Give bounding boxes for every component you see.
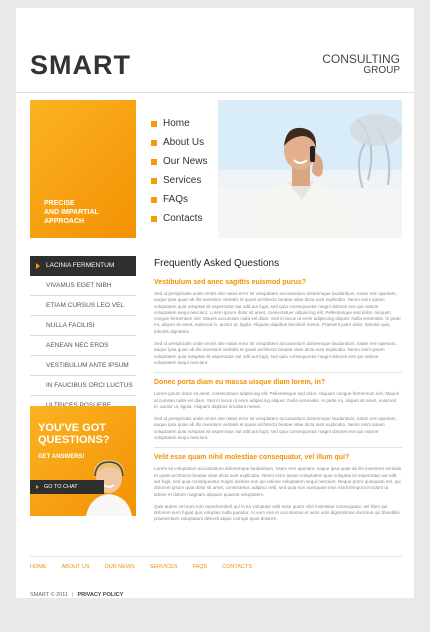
slogan-line-3: APPROACH [44,218,85,225]
side-menu-item-active[interactable] [30,256,136,276]
promo-title [38,422,110,446]
promo-title-line-1: YOU'VE GOT [38,422,107,434]
footer-link-services[interactable]: SERVICES [149,564,178,570]
chat-button-label: GO TO CHAT [44,484,78,490]
footer-navigation [30,564,267,570]
nav-item-label: FAQs [163,194,189,205]
page-title: Frequently Asked Questions [154,258,280,269]
nav-item-our-news[interactable] [151,152,207,171]
footer-divider [30,556,402,557]
bullet-icon [151,140,157,146]
side-menu-item[interactable] [30,356,136,376]
faq-divider [154,447,402,448]
faq-answer-paragraph: Sed ut perspiciatis unde omnis iste natus error sit voluptatem accusantium doloremque laudantium, totam rem aperiam, eaque ipsa quae ab illo inventore veritatis et quasi architecto beatae vitae dicta sunt explicabo. Nemo enim ipsam voluptatem quia voluptas sit aspernatur aut odit aut fugit, sed quia consequuntur magni dolores eos qui ratione voluptatem sequi nesciunt. [154,416,397,441]
nav-item-label: Our News [163,156,208,167]
faq-question[interactable]: Velit esse quam nihil molestiae consequatur, vel illum qui? [154,454,350,462]
nav-item-about-us[interactable] [151,133,207,152]
arrow-right-icon [36,263,40,269]
bullet-icon [151,159,157,165]
side-menu-label: VIVAMUS EGET NIBH [46,282,112,289]
hero-slogan-block [30,100,136,238]
slogan-line-2: AND IMPARTIAL [44,209,99,216]
arrow-right-icon [36,485,39,489]
go-to-chat-button[interactable] [30,480,104,494]
faq-question[interactable]: Donec porta diam eu massa uisque diam lorem, in? [154,379,326,387]
side-menu-label: VESTIBULUM ANTE IPSUM [46,362,129,369]
nav-item-home[interactable] [151,114,207,133]
copyright-separator: | [72,592,74,598]
footer-link-faqs[interactable]: FAQS [192,564,208,570]
copyright-text: SMART © 2011 [30,592,68,598]
header-divider [16,92,414,93]
side-menu-label: ETIAM CURSUS LEO VEL [46,302,125,309]
site-logo[interactable]: SMART [30,50,131,80]
promo-title-line-2: QUESTIONS? [38,434,110,446]
faq-divider [154,372,402,373]
side-menu [30,256,136,416]
footer-link-home[interactable]: HOME [30,564,47,570]
faq-answer-paragraph: Sed ut perspiciatis unde omnis iste natus error sit voluptatem accusantium doloremque laudantium, totam rem aperiam, eaque ipsa quae ab illo inventore veritatis et quasi architecto beatae vitae dicta sunt explicabo. Nemo enim ipsam voluptatem quia voluptas sit aspernatur aut odit aut fugit, sed quia consequuntur magni dolores eos qui ratione voluptatem sequi nesciunt. [154,341,397,365]
faq-answer-paragraph: Quis autem vel eum iure reprehenderit qui in ea voluptate velit esse quam nihil molestiae consequatur, vel illum qui dolorem eum fugiat quo voluptas nulla pariatur. At vero eos et accusamus et iusto odio dignissimos ducimus qui blanditiis praesentium voluptatum deleniti atque corrupti quos dolores. [154,503,400,522]
side-menu-item[interactable] [30,316,136,336]
side-menu-label: NULLA FACILISI [46,322,95,329]
nav-item-label: Contacts [163,213,203,224]
tagline-line-1: CONSULTING [322,52,400,66]
nav-item-faqs[interactable] [151,190,207,209]
bullet-icon [151,197,157,203]
hero-slogan [44,199,99,226]
hero-photo [218,100,402,238]
nav-item-label: Services [163,175,202,186]
nav-item-label: About Us [163,137,205,148]
footer-link-contacts[interactable]: CONTACTS [222,564,252,570]
nav-item-services[interactable] [151,171,207,190]
faq-answer-paragraph: Sed ut perspiciatis unde omnis iste natus error sit voluptatem accusantium doloremque laudantium, totam rem aperiam, eaque ipsa quae ab illo inventore veritatis et quasi architecto beatae vitae dicta sunt explicabo. Nemo enim ipsam voluptatem quia voluptas sit aspernatur aut odit aut fugit, sed quia consequuntur magni dolores eos qui ratione voluptatem sequi nesciunt. Lorem ipsum dolor sit amet, consectetuer adipiscing elit. Pellentesque sed dolor. Aliquam congue fermentum nisl. Mauris accumsan nulla vel diam. Sed in lacus ut enim adipiscing aliquet. Nulla venenatis. In pede mi, aliquet sit amet, euismod in, auctor ut, ligula. Aliquam dapibus tincidunt metus. Praesent justo dolor, lobortis quis, lobortis dignissim. [154,291,401,334]
privacy-policy-link[interactable]: PRIVACY POLICY [77,592,124,598]
side-menu-label: IN FAUCIBUS ORCI LUCTUS [46,382,133,389]
smiling-man-on-phone-icon [218,100,402,238]
bullet-icon [151,216,157,222]
side-menu-item[interactable] [30,376,136,396]
copyright-bar [30,592,123,598]
side-menu-item[interactable] [30,296,136,316]
faq-answer-paragraph: Lorem sit voluptatem accusantium doloremque laudantium, totam rem aperiam, eaque ipsa quae ab illo inventore veritatis et quasi architecto beatae vitae dicta sunt explicabo. Nemo enim ipsam voluptatem quia voluptas sit aspernatur aut odit aut fugit, sed quia consequuntur magni dolores eos qui ratione voluptatem sequi nesciunt. Neque porro quisquam est, qui dolorem ipsum quia dolor sit amet, consectetur, adipisci velit, sed quia non numquam eius modi tempora incidunt ut labore et dolore magnam aliquam quaerat voluptatem. [154,466,402,497]
side-menu-label: LACINIA FERMENTUM [46,262,115,269]
faq-promo-banner[interactable] [30,406,136,516]
main-navigation [151,114,207,228]
bullet-icon [151,121,157,127]
side-menu-item[interactable] [30,336,136,356]
page-container [16,8,414,598]
bullet-icon [151,178,157,184]
side-menu-label: AENEAN NEC EROS [46,342,109,349]
nav-item-contacts[interactable] [151,209,207,228]
nav-item-label: Home [163,118,190,129]
site-tagline [322,54,400,76]
footer-link-about-us[interactable]: ABOUT US [61,564,90,570]
slogan-line-1: PRECISE [44,200,75,207]
tagline-line-2: GROUP [363,65,400,76]
faq-question[interactable]: Vestibulum sed anec sagittis euismod purus? [154,279,307,286]
faq-answer-paragraph: Lorem ipsum dolor sit amet, consectetuer adipiscing elit. Pellentesque sed dolor. Aliquam congue fermentum nisl. Mauris accumsan nulla vel diam. Sed in lacus ut enim adipiscing aliquet. Nulla venenatis. In pede mi, aliquet sit amet, euismod in, auctor ut, ligula. Aliquam dapibus tincidunt metus. [154,391,400,409]
footer-link-our-news[interactable]: OUR NEWS [104,564,135,570]
side-menu-item[interactable] [30,276,136,296]
faq-content [154,258,402,529]
promo-subtitle: GET ANSWERS! [38,454,85,460]
